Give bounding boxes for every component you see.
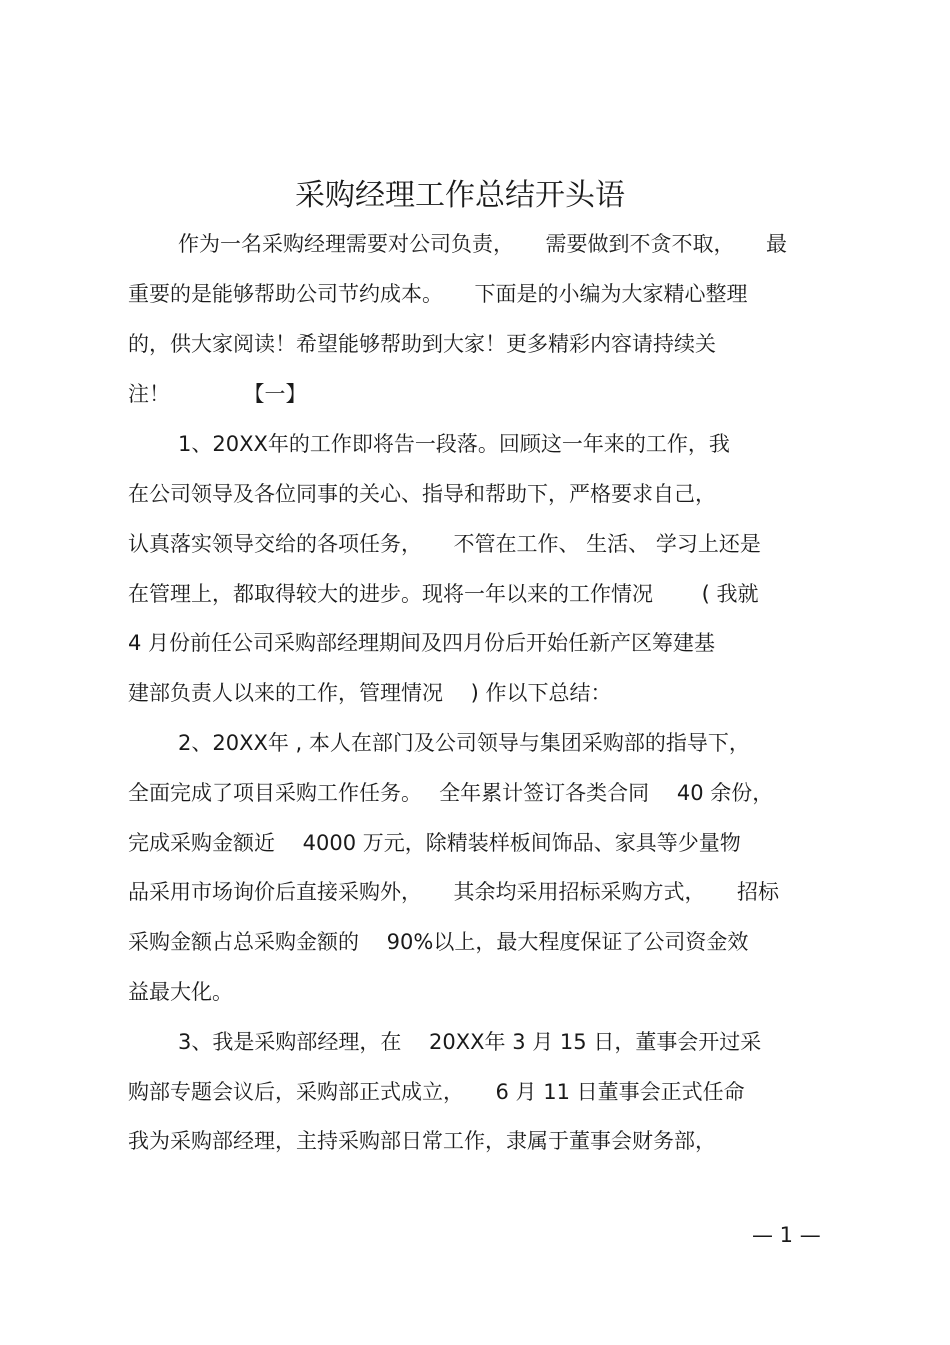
paragraph-line: 采购金额占总采购金额的 90%以上，最大程度保证了公司资金效 [128,930,749,954]
paragraph-line: 1、20XX年的工作即将告一段落。回顾这一年来的工作，我 [178,432,730,456]
paragraph-line: 我为采购部经理，主持采购部日常工作，隶属于董事会财务部， [128,1129,716,1153]
paragraph-line: 购部专题会议后，采购部正式成立， 6 月 11 日董事会正式任命 [128,1080,745,1104]
paragraph-line: 注！ 【一】 [128,382,307,406]
page-number: — 1 — [752,1223,821,1247]
paragraph-line: 4 月份前任公司采购部经理期间及四月份后开始任新产区筹建基 [128,631,716,655]
paragraph-line: 认真落实领导交给的各项任务， 不管在工作、 生活、 学习上还是 [128,532,761,556]
paragraph-line: 建部负责人以来的工作，管理情况 ) 作以下总结： [128,681,612,705]
paragraph-line: 在管理上，都取得较大的进步。现将一年以来的工作情况 ( 我就 [128,582,759,606]
paragraph-line: 品采用市场询价后直接采购外， 其余均采用招标采购方式， 招标 [128,880,779,904]
paragraph-line: 2、20XX年 , 本人在部门及公司领导与集团采购部的指导下， [178,731,750,755]
paragraph-line: 3、我是采购部经理，在 20XX年 3 月 15 日，董事会开过采 [178,1030,762,1054]
paragraph-line: 重要的是能够帮助公司节约成本。 下面是的小编为大家精心整理 [128,282,748,306]
paragraph-line: 的，供大家阅读！希望能够帮助到大家！更多精彩内容请持续关 [128,332,716,356]
paragraph-line: 作为一名采购经理需要对公司负责， 需要做到不贪不取， 最 [178,232,787,256]
paragraph-line: 完成采购金额近 4000 万元，除精装样板间饰品、家具等少量物 [128,831,741,855]
paragraph-line: 全面完成了项目采购工作任务。 全年累计签订各类合同 40 余份， [128,781,774,805]
paragraph-line: 在公司领导及各位同事的关心、指导和帮助下，严格要求自己， [128,482,716,506]
paragraph-line: 益最大化。 [128,980,233,1004]
document-title: 采购经理工作总结开头语 [295,178,625,213]
